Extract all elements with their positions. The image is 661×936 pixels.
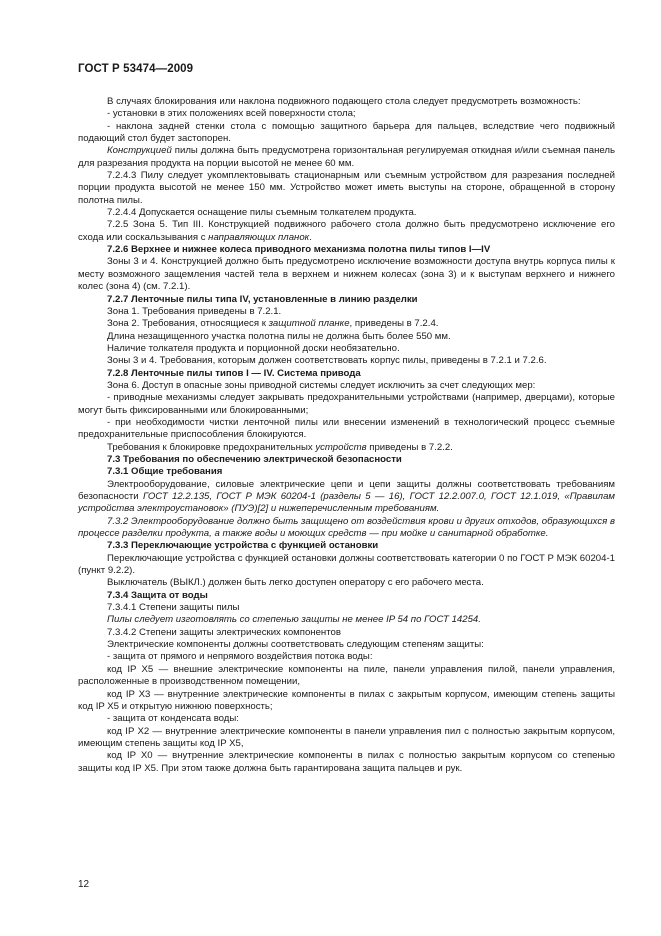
list-item: - приводные механизмы следует закрывать предохранительными устройствами (например, дверцами), которые могут быть фиксированными или блокированными; (78, 392, 615, 416)
list-item: - защита от конденсата воды: (107, 713, 239, 725)
clause-7-3-4-2: 7.3.4.2 Степени защиты электрических компонентов (107, 626, 341, 638)
paragraph-text: приведены в 7.2.2. (366, 441, 453, 453)
italic-term: Конструкцией (107, 145, 172, 157)
paragraph (78, 442, 615, 454)
clause-7-2-4-3: 7.2.4.3 Пилу следует укомплектовывать стационарным или съемным устройством для разрезания последней порции продукта высотой не менее 150 мм. Устройство может иметь выступы на стороне, обращенной в сторону полотна пилы. (78, 170, 615, 206)
paragraph: Зоны 3 и 4. Конструкцией должно быть предусмотрено исключение возможности доступа внутрь корпуса пилы к месту возможного защемления частей тела в верхнем и нижнем колесах (зона 3) и к выступам верхнего и нижнего колес (зона 4) (см. 7.2.1). (78, 256, 615, 293)
paragraph-text: Зона 2. Требования, относящиеся к (107, 318, 269, 330)
paragraph: В случаях блокирования или наклона подвижного подающего стола следует предусмотреть возможность: (107, 96, 581, 107)
italic-references: ГОСТ 12.2.135, ГОСТ Р МЭК 60204-1 (разделы 5 — 16), ГОСТ 12.2.007.0, ГОСТ 12.1.019, «Правилам устройства электроустановок» (ПУЭ)[2] и нижеперечисленным требованиям. (78, 491, 615, 515)
document-header: ГОСТ Р 53474—2009 (78, 63, 194, 75)
list-item: - установки в этих положениях всей поверхности стола; (107, 108, 356, 120)
clause-7-3-2: 7.3.2 Электрооборудование должно быть защищено от воздействия крови и других отходов, образующихся в процессе разделки продукта, а также воды и моющих средств — при мойке и санитарной обработке. (78, 515, 615, 540)
clause-7-3-4-1: 7.3.4.1 Степени защиты пилы (107, 602, 240, 614)
section-heading-7-3-3: 7.3.3 Переключающие устройства с функцией остановки (107, 540, 379, 552)
document-body (78, 96, 615, 775)
list-item: - защита от прямого и непрямого воздействия потока воды: (107, 651, 373, 663)
paragraph: Переключающие устройства с функцией остановки должны соответствовать категории 0 по ГОСТ Р МЭК 60204-1 (пункт 9.2.2). (78, 552, 615, 577)
section-heading-7-3: 7.3 Требования по обеспечению электрической безопасности (107, 453, 402, 465)
paragraph: код IP X0 — внутренние электрические компоненты в пилах с полностью закрытым корпусом со степенью защиты код IP X5. При этом также должна быть гарантирована защита пальцев и рук. (78, 750, 615, 774)
clause-7-2-5 (78, 219, 615, 244)
paragraph-text: , приведены в 7.2.4. (349, 318, 439, 330)
italic-term: устройств (315, 441, 367, 453)
paragraph (78, 479, 615, 516)
paragraph: Электрические компоненты должны соответствовать следующим степеням защиты: (107, 639, 484, 651)
paragraph: Зона 6. Доступ в опасные зоны приводной системы следует исключить за счет следующих мер: (107, 379, 536, 391)
paragraph: код IP X3 — внутренние электрические компоненты в пилах с закрытым корпусом, имеющим степень защиты код IP X5 и открытую нижнюю поверхность; (78, 688, 615, 712)
paragraph: Длина незащищенного участка полотна пилы не должна быть более 550 мм. (107, 330, 451, 342)
section-heading-7-2-8: 7.2.8 Ленточные пилы типов I — IV. Система привода (107, 367, 361, 379)
list-item: - при необходимости чистки ленточной пилы или внесении изменений в технологический процесс съемные предохранительные приспособления блокируются. (78, 416, 615, 441)
italic-term: защитной планке (268, 318, 350, 330)
paragraph: Наличие толкателя продукта и порционной доски необязательно. (107, 342, 400, 354)
paragraph-text: пилы должна быть предусмотрена горизонтальная регулируемая откидная и/или съемная панель для разрезания продукта на порции высотой не менее 60 мм. (78, 145, 615, 169)
paragraph: Пилы следует изготовлять со степенью защиты не менее IP 54 по ГОСТ 14254. (107, 614, 481, 626)
section-heading-7-3-1: 7.3.1 Общие требования (107, 466, 223, 478)
page-number: 12 (78, 879, 90, 890)
section-heading-7-2-7: 7.2.7 Ленточные пилы типа IV, установленные в линию разделки (107, 293, 418, 305)
paragraph-text: 7.2.5 Зона 5. Тип III. Конструкцией подвижного рабочего стола должно быть предусмотрено исключение его схода или соскальзывания с (78, 219, 615, 243)
paragraph (78, 145, 615, 170)
paragraph-text: . (309, 231, 312, 243)
paragraph-text: Требования к блокировке предохранительных (107, 441, 316, 453)
italic-term: направляющих планок (208, 231, 310, 243)
paragraph (78, 318, 615, 330)
list-item: - наклона задней стенки стола с помощью защитного барьера для пальцев, вследствие чего подвижный подающий стол будет застопорен. (78, 120, 615, 145)
paragraph-text: Электрооборудование, силовые электрические цепи и цепи защиты должны соответствовать требованиям безопасности (78, 478, 615, 502)
paragraph: код IP X5 — внешние электрические компоненты на пиле, панели управления пилой, панели управления, расположенные в производственном помещении, (78, 663, 615, 688)
paragraph: Зона 1. Требования приведены в 7.2.1. (107, 305, 282, 317)
paragraph: Выключатель (ВЫКЛ.) должен быть легко доступен оператору с его рабочего места. (107, 577, 484, 589)
paragraph: код IP X2 — внутренние электрические компоненты в панели управления пил с полностью закрытым корпусом, имеющим степень защиты код IP X5, (78, 725, 615, 749)
paragraph: Зоны 3 и 4. Требования, которым должен соответствовать корпус пилы, приведены в 7.2.1 и 7.2.6. (107, 355, 547, 367)
clause-7-2-4-4: 7.2.4.4 Допускается оснащение пилы съемным толкателем продукта. (107, 207, 417, 219)
section-heading-7-2-6: 7.2.6 Верхнее и нижнее колеса приводного механизма полотна пилы типов I—IV (107, 244, 491, 256)
section-heading-7-3-4: 7.3.4 Защита от воды (107, 589, 208, 601)
